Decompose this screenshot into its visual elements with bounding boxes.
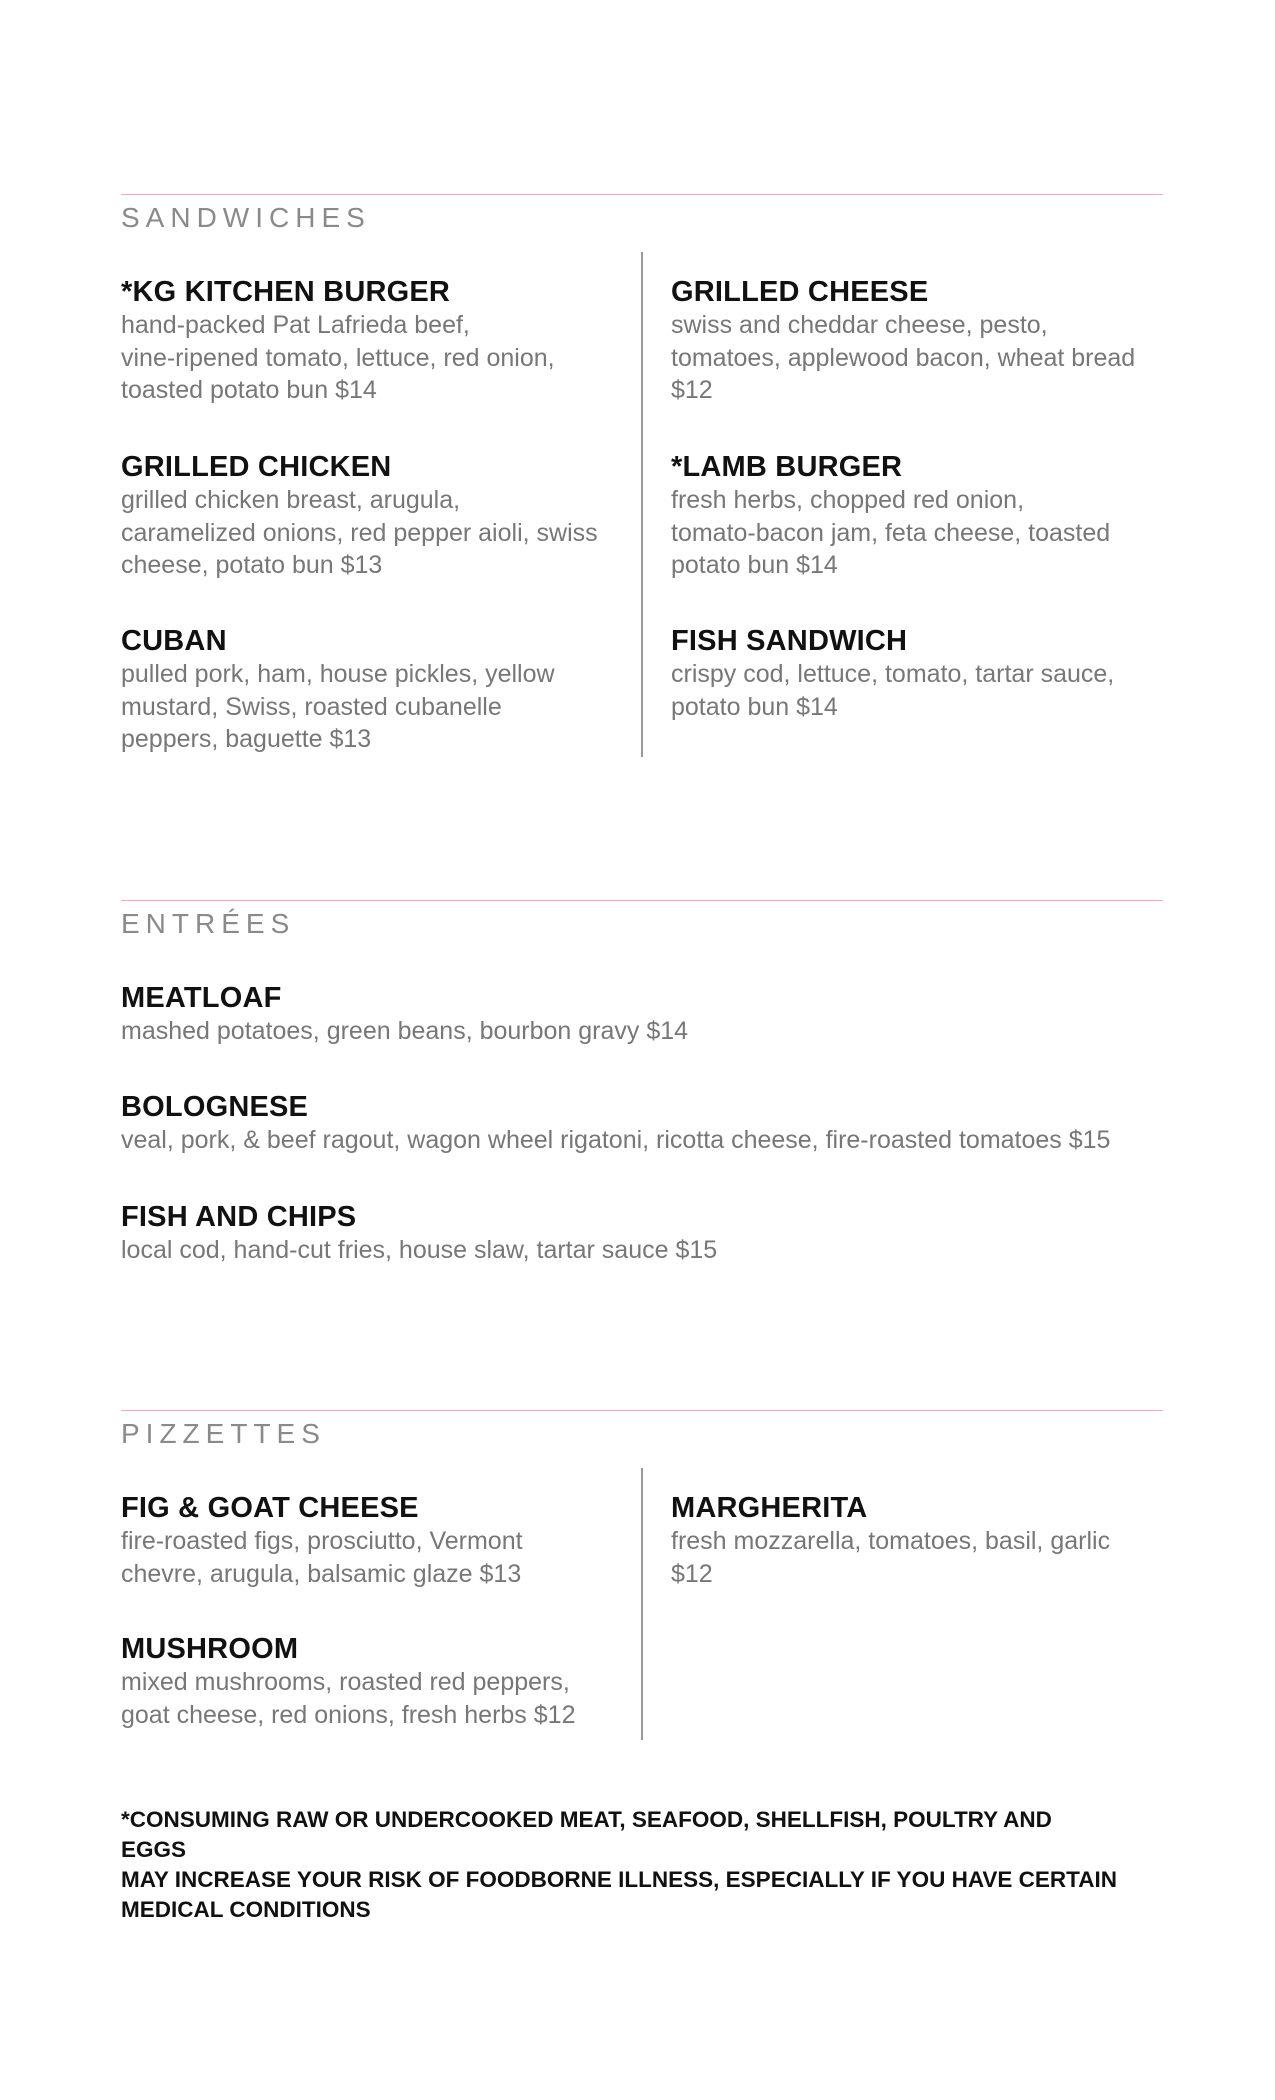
item-description xyxy=(121,658,621,756)
item-description xyxy=(121,1525,621,1590)
sandwiches-section xyxy=(121,190,1163,770)
description-line: mustard, Swiss, roasted cubanelle xyxy=(121,692,502,721)
menu-item xyxy=(121,1632,621,1731)
item-name: GRILLED CHEESE xyxy=(671,276,929,308)
item-name: *LAMB BURGER xyxy=(671,451,903,483)
item-description: veal, pork, & beef ragout, wagon wheel rigatoni, ricotta cheese, fire-roasted tomatoes $15 xyxy=(121,1126,1111,1154)
item-name: *KG KITCHEN BURGER xyxy=(121,276,451,308)
description-line: mixed mushrooms, roasted red peppers, xyxy=(121,1668,570,1696)
disclaimer-line: MAY INCREASE YOUR RISK OF FOODBORNE ILLNESS, ESPECIALLY IF YOU HAVE CERTAIN xyxy=(121,1867,1117,1892)
item-description xyxy=(121,484,621,582)
description-line: toasted potato bun $14 xyxy=(121,376,377,404)
item-name: FIG & GOAT CHEESE xyxy=(121,1492,419,1524)
item-name: GRILLED CHICKEN xyxy=(121,451,392,483)
description-line: $12 xyxy=(671,376,713,404)
section-title: ENTRÉES xyxy=(121,908,296,939)
section-rule xyxy=(121,900,1163,901)
description-line: crispy cod, lettuce, tomato, tartar sauce, xyxy=(671,660,1115,688)
description-line: potato bun $14 xyxy=(671,692,838,721)
menu-item xyxy=(121,624,621,756)
menu-item xyxy=(121,981,1163,1048)
description-line: $12 xyxy=(671,1559,713,1588)
item-description xyxy=(671,1525,1171,1590)
description-line: peppers, baguette $13 xyxy=(121,725,372,753)
item-name: CUBAN xyxy=(121,625,227,657)
disclaimer-line: *CONSUMING RAW OR UNDERCOOKED MEAT, SEAFOOD, SHELLFISH, POULTRY AND EGGS xyxy=(121,1807,1052,1862)
item-name: MEATLOAF xyxy=(121,982,282,1014)
menu-item xyxy=(671,1491,1171,1590)
item-name: MARGHERITA xyxy=(671,1492,868,1524)
item-description: mashed potatoes, green beans, bourbon gravy $14 xyxy=(121,1017,689,1045)
menu-item xyxy=(121,275,621,407)
item-description xyxy=(671,484,1171,582)
menu-item xyxy=(671,275,1171,407)
menu-item xyxy=(671,624,1171,723)
section-title: PIZZETTES xyxy=(121,1418,326,1449)
section-rule xyxy=(121,194,1163,195)
description-line: potato bun $14 xyxy=(671,551,838,579)
entrees-section xyxy=(121,896,1163,1296)
description-line: cheese, potato bun $13 xyxy=(121,551,383,579)
description-line: caramelized onions, red pepper aioli, swiss xyxy=(121,518,598,547)
column-divider xyxy=(641,1468,643,1740)
column-divider xyxy=(641,252,643,757)
item-description xyxy=(121,1666,621,1731)
disclaimer-line: MEDICAL CONDITIONS xyxy=(121,1897,371,1922)
description-line: tomato-bacon jam, feta cheese, toasted xyxy=(671,518,1111,547)
description-line: goat cheese, red onions, fresh herbs $12 xyxy=(121,1700,576,1729)
item-name: MUSHROOM xyxy=(121,1633,299,1665)
description-line: fresh herbs, chopped red onion, xyxy=(671,486,1025,514)
item-description: local cod, hand-cut fries, house slaw, tartar sauce $15 xyxy=(121,1236,718,1264)
pizzettes-section xyxy=(121,1406,1163,1786)
item-name: FISH AND CHIPS xyxy=(121,1201,357,1233)
description-line: swiss and cheddar cheese, pesto, xyxy=(671,311,1048,339)
menu-item xyxy=(121,450,621,582)
item-description xyxy=(121,309,621,407)
item-name: FISH SANDWICH xyxy=(671,625,908,657)
menu-item xyxy=(121,1090,1163,1157)
section-title: SANDWICHES xyxy=(121,202,371,233)
description-line: tomatoes, applewood bacon, wheat bread xyxy=(671,343,1136,372)
allergy-disclaimer xyxy=(121,1805,1121,1925)
description-line: vine-ripened tomato, lettuce, red onion, xyxy=(121,343,555,372)
description-line: chevre, arugula, balsamic glaze $13 xyxy=(121,1559,522,1588)
description-line: pulled pork, ham, house pickles, yellow xyxy=(121,660,555,688)
description-line: fire-roasted figs, prosciutto, Vermont xyxy=(121,1527,523,1555)
description-line: fresh mozzarella, tomatoes, basil, garlic xyxy=(671,1527,1111,1555)
menu-item xyxy=(121,1491,621,1590)
item-description xyxy=(671,658,1171,723)
section-rule xyxy=(121,1410,1163,1411)
item-description xyxy=(671,309,1171,407)
description-line: grilled chicken breast, arugula, xyxy=(121,486,461,514)
menu-item xyxy=(671,450,1171,582)
description-line: hand-packed Pat Lafrieda beef, xyxy=(121,311,470,339)
menu-item xyxy=(121,1200,1163,1267)
item-name: BOLOGNESE xyxy=(121,1091,309,1123)
